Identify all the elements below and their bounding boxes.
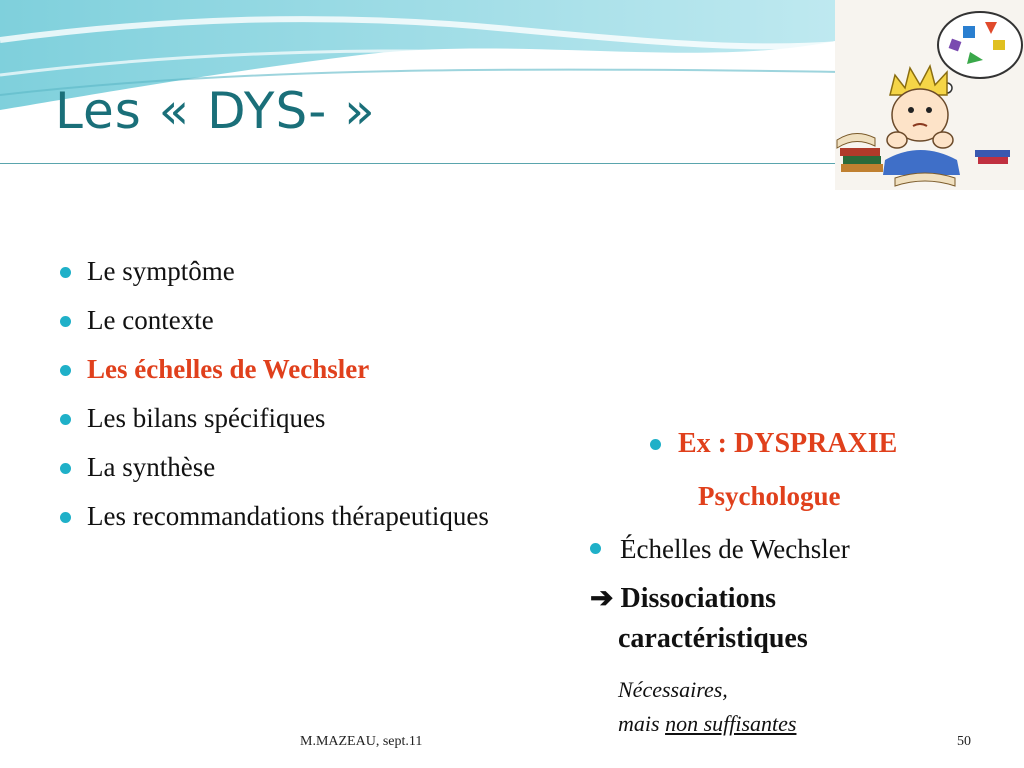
bullet-dot-icon xyxy=(650,439,661,450)
footer-author: M.MAZEAU, sept.11 xyxy=(300,734,423,749)
list-item-highlighted xyxy=(60,353,500,386)
bullet-dot-icon xyxy=(60,365,71,376)
list-item xyxy=(60,402,500,435)
bullet-dot-icon xyxy=(60,463,71,474)
arrow-right-icon: ➔ xyxy=(590,583,614,614)
psychologue-subheading: Psychologue xyxy=(698,481,841,511)
list-item xyxy=(60,255,500,288)
page-number: 50 xyxy=(957,734,971,749)
slide-title: Les « DYS- » xyxy=(55,82,376,140)
list-item-label: Les recommandations thérapeutiques xyxy=(87,501,489,531)
necessary-note: Nécessaires, mais non suffisantes xyxy=(618,677,797,736)
bullet-dot-icon xyxy=(60,267,71,278)
list-item-label: Le contexte xyxy=(87,305,214,335)
bullet-dot-icon xyxy=(60,512,71,523)
title-divider xyxy=(0,163,840,164)
list-item-label: Le symptôme xyxy=(87,256,235,286)
bullet-dot-icon xyxy=(60,414,71,425)
scale-item: Échelles de Wechsler xyxy=(590,531,850,567)
list-item xyxy=(60,500,500,533)
list-item-label: Les bilans spécifiques xyxy=(87,403,326,433)
list-item xyxy=(60,304,500,337)
child-thinking-illustration xyxy=(835,0,1024,190)
bullet-dot-icon xyxy=(60,316,71,327)
topics-list xyxy=(60,255,500,549)
bullet-dot-icon xyxy=(590,543,601,554)
list-item-label: La synthèse xyxy=(87,452,216,482)
dissociations-statement: ➔ Dissociations caractéristiques xyxy=(590,583,808,654)
example-heading: Ex : DYSPRAXIE xyxy=(650,428,897,460)
list-item-label: Les échelles de Wechsler xyxy=(87,354,370,384)
list-item xyxy=(60,451,500,484)
